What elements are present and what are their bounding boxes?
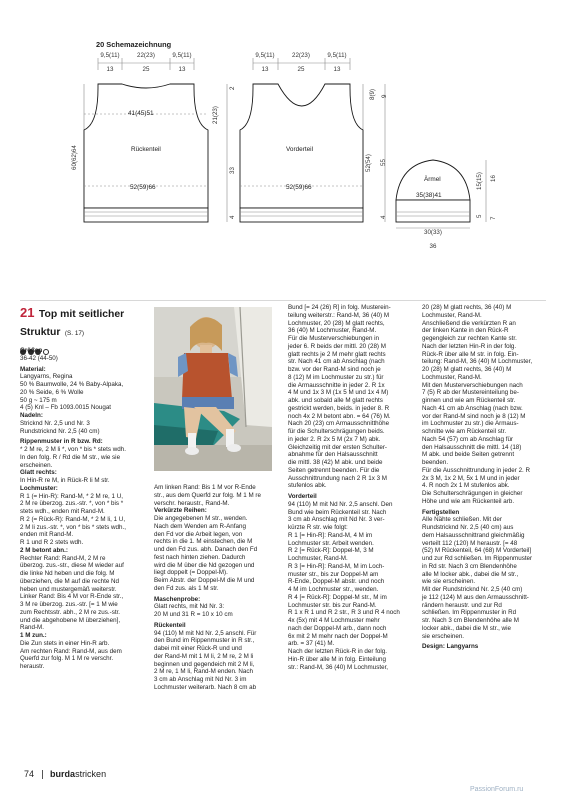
text-line: abk. und sobald alle M glatt rechts [288,397,383,404]
sleeve-right-dim-2: 16 [490,175,497,182]
text-line: Rück-R über alle M str. in folg. Ein- [422,350,519,358]
text-line: Rundstricknd Nr. 2,5 (40 cm) aus [422,524,514,531]
back-sub-2: 25 [142,66,150,73]
text-line: 50 % Baumwolle, 24 % Baby-Alpaka, [20,381,124,388]
text-line: gestrickt werden, beids. in jeder 8. R [288,404,390,412]
text-line: 4 (5) Knl – Fb 1093.0015 Nougat [20,404,112,412]
text-line: Querfd zur folg. M 1 M re verschr. [20,655,114,663]
text-line: Bund [= 24 (26) R] in folg. Musterein- [288,304,391,311]
text-line: Höhe und wie am Rückenteil arb. [422,497,515,505]
text-line: vor der Rand-M sind noch je 8 (12) M [422,412,526,420]
subheading: Verkürzte Reihen: [154,507,207,515]
text-line: der linken Kante in den Rück-R [422,327,509,335]
section-heading: Vorderteil [288,493,317,500]
text-line: die mittl. 38 (42) M abk. und beide [288,459,383,466]
text-line: R 4 [= Rück-R]: Doppel-M str., M im [288,593,387,601]
sleeve-cuff-dim: 30(33) [424,229,442,236]
sleeve-right-dim-3: 5 [476,214,483,218]
text-line: glatt rechts je 2 M mehr glatt rechts [288,350,386,358]
text-line: 4x (5x) mit 4 M Lochmuster mehr [288,617,380,624]
back-sub-1: 13 [106,66,114,73]
text-line: Lochmuster, 20 (28) M glatt rechts, [288,319,385,327]
text-line: den Bund im Rippenmuster in R str., [154,637,255,645]
text-line: Hin-R über alle M in folg. Einteilung [288,655,386,663]
brand-rest: stricken [75,769,107,779]
text-line: Linker Rand: Bis 4 M vor R-Ende str., [20,593,124,601]
text-line: für die Schulterschrägungen beids. [288,428,385,435]
text-line: 50 g ~ 175 m [20,396,57,404]
text-line: muster str., bis zur Doppel-M am [288,570,379,578]
front-sub-3: 13 [333,66,341,73]
text-line: Die Schulterschrägungen in gleicher [422,490,523,497]
back-dim-3: 9,5(11) [172,52,192,59]
section-heading: Design: Langyarns [422,643,479,651]
text-line: in Rd str. Nach 3 cm Blendenhöhe [422,562,517,570]
text-line: jeder 6. R beids der mittl. 20 (28) M [288,342,386,350]
text-line: teilung weiterstr.: Rand-M, 36 (40) M [288,311,390,319]
text-line: und zur Rd schließen. Im Rippenmuster [422,555,533,562]
text-line: stets wdh., enden mit Rand-M. [20,508,105,515]
text-line: Lochmuster str. bis zur Rand-M. [288,601,377,609]
model-photo [154,307,272,471]
text-line: dabei mit einer Rück-R und und [154,645,242,652]
text-line: die Armausschnitte in jeder 2. R 1x [288,381,385,389]
text-line: R 1 [= Hin-R]: Rand-M, 4 M im [288,531,373,539]
text-line: Rand-M. [20,624,44,632]
text-line: bzw. vor der Rand-M sind noch je [288,366,381,373]
text-line: Nach der letzten Hin-R in der folg. [422,342,517,350]
text-line: und den Fd zus. abh. Danach den Fd [154,546,258,553]
text-line: R-Ende, Doppel-M abstr. und noch [288,578,385,586]
sleeve-label: Ärmel [424,176,441,183]
schematic-drawing [0,0,566,300]
text-line: noch 4x 2 M betont abn. = 64 (76) M. [288,412,391,420]
text-line: beenden. [422,459,449,466]
text-line: Nach 41 cm ab Anschlag (nach bzw. [422,404,523,412]
text-line: Gleichzeitig mit der ersten Schulter- [288,443,387,451]
text-line: der Rand-M mit 1 M li, 2 M re, 2 M li [154,652,254,660]
text-line: heraustr. [20,663,45,670]
text-line: R 3 [= Hin-R]: Rand-M, M im Loch- [288,562,385,570]
text-line: Stricknd Nr. 2,5 und Nr. 3 [20,419,90,427]
text-line: schnitte wie am Rückenteil str. [422,428,507,435]
sleeve-right-dim-1: 15(15) [476,172,483,190]
text-line: verschr. heraustr., Rand-M. [154,499,230,507]
section-heading: Größen [20,347,43,354]
text-line: stufenlos abk. [288,482,327,490]
text-line: Anschließend die verkürzten R an [422,319,516,327]
text-line: locker abk., dabei die M str., wie [422,624,511,632]
back-dim-2: 22(23) [137,52,155,59]
front-label: Vorderteil [286,146,313,153]
text-line: R 1 (= Hin-R): Rand-M, * 2 M re, 1 U, [20,492,123,500]
page-footer [24,769,106,779]
text-line: fest nach hinten ziehen. Dadurch [154,553,246,561]
instructions-column-4 [422,304,548,651]
text-line: in jeder 2. R 2x 5 M (2x 7 M) abk. [288,435,381,443]
text-line: 6x mit 2 M mehr nach der Doppel-M [288,632,388,640]
text-line: arb. = 37 (41) M. [288,640,335,648]
text-line: dem Halsausschnittrand gleichmäßig [422,531,525,539]
front-dim-1: 9,5(11) [255,52,275,59]
text-line: Lochmuster, Rand-M. [288,555,348,562]
text-line: kürzte R str. wie folgt: [288,524,348,531]
text-line: teilung: Rand-M, 36 (40) M Lochmuster, [422,358,533,366]
text-line: rechts in die 1. M einstechen, die M [154,538,253,546]
instructions-column-3 [288,304,412,671]
pattern-title-line1: Top mit seitlicher [38,309,125,320]
front-right-dim-3: 55 [380,159,387,166]
text-line: 3 cm ab Anschlag mit Nd Nr. 3 im [154,676,247,683]
text-line: 20 (28) M glatt rechts, 36 (40) M [422,304,512,311]
text-line: erscheinen. [20,461,53,469]
text-line: Mit den Musterverschiebungen nach [422,381,523,389]
back-hem-dim: 52(59)66 [130,184,156,191]
text-line: Die angegebenen M str., wenden. [154,515,248,522]
front-sub-1: 13 [261,66,269,73]
subheading: Nadeln: [20,412,43,419]
text-line: Nach 20 (23) cm Armausschnitthöhe [288,420,390,428]
text-line: gegengleich zur rechten Kante str. [422,335,517,342]
text-line: beginnen und gegendeich mit 2 M li, [154,660,255,668]
text-line: 4. R noch 2x 1 M stufenlos abk. [422,482,510,490]
back-neck-dim: 41(45)51 [128,110,154,117]
text-line: 2 M re überzog. zus.-str. *, von * bis * [20,500,124,508]
text-line: Lochmuster, Rand-M. [422,373,482,381]
front-sub-2: 25 [297,66,305,73]
text-line: heben und mustergemäß weiterstr. [20,585,117,593]
back-sub-3: 13 [178,66,186,73]
text-line: Am rechten Rand: Rand-M, aus dem [20,647,122,655]
text-line: Rechter Rand: Rand-M, 2 M re [20,554,106,562]
text-line: Ausschnittrundung nach 2 R 1x 3 M [288,474,388,482]
back-right-dim-4: 4 [229,215,236,219]
section-heading: Rückenteil [154,621,186,629]
text-line: 94 (110) M mit Nd Nr. 2,5 anschl. Für [154,629,257,637]
front-dim-3: 9,5(11) [327,52,347,59]
text-line: schließen. Im Rippenmuster in Rd [422,609,517,617]
back-dim-1: 9,5(11) [100,52,120,59]
text-line: Beim Abstr. der Doppel-M die M und [154,577,255,584]
text-line: 20 M und 31 R = 10 x 10 cm [154,611,233,618]
text-line: 4 M und 1x 3 M (1x 5 M und 1x 4 M) [288,389,389,397]
subheading: Lochmuster: [20,484,58,492]
sleeve-right-dim-4: 7 [490,216,497,220]
section-divider [20,300,546,301]
text-line: Für die Ausschnittrundung in jeder 2. R [422,466,531,474]
text-line: 2x 3 M, 1x 2 M, 5x 1 M und in jeder [422,474,520,482]
text-line: je 112 (124) M aus den Armausschnitt- [422,593,529,601]
text-line: den Fd vor die Arbeit legen, von [154,530,243,538]
text-line: Bund wie beim Rückenteil str. Nach [288,508,387,516]
schematic-title: 20 Schemazeichnung [96,40,172,49]
subheading: 1 M zun.: [20,632,47,639]
text-line: wie sie erscheinen. [422,578,476,586]
text-line: die linke Nd heben und die folg. M [20,570,115,577]
text-line: In den folg. R / Rd die M str., wie sie [20,453,121,461]
back-right-dim-3: 33 [229,167,236,174]
text-line: 2 M li zus.-str. *, von * bis * stets wdh., [20,523,126,531]
front-hem-dim: 52(59)66 [286,184,312,191]
text-line: 20 % Seide, 6 % Wolle [20,388,84,396]
section-heading: Rippenmuster in R bzw. Rd: [20,438,103,446]
text-line: 3 cm ab Anschlag mit Nd Nr. 3 ver- [288,516,385,524]
text-line: Glatt rechts, mit Nd Nr. 3: [154,603,225,611]
text-line: str. Nach 3 cm Blendenhöhe alle M [422,617,519,624]
text-line: enden mit Rand-M. [20,531,74,539]
pattern-number: 21 [20,305,35,320]
text-line: Mit der Rundstricknd Nr. 2,5 (40 cm) [422,586,523,593]
text-line: 20 (28) M glatt rechts, 36 (40) M [422,366,512,373]
instructions-column-1 [20,344,150,671]
text-line: Seiten getrennt beenden. Für die [288,466,380,474]
text-line: 4 M im Lochmuster str., wenden. [288,586,379,593]
text-line: * 2 M re, 2 M li *, von * bis * stets wdh. [20,446,126,453]
section-heading: Maschenprobe: [154,595,201,603]
text-line: Die Zun stets in einer Hin-R arb. [20,639,110,647]
text-line: (52) M Rückenteil, 64 (68) M Vorderteil] [422,547,532,555]
footer-divider [42,770,43,779]
back-label: Rückenteil [131,146,161,153]
sleeve-width-dim: 35(38)41 [416,192,442,199]
front-length-dim: 52(54) [365,154,372,172]
subheading: Glatt rechts: [20,469,57,477]
section-heading: Fertigstellen [422,508,460,516]
text-line: Nach 54 (57) cm ab Anschlag für [422,435,514,443]
section-heading: Material: [20,365,46,373]
text-line: zum Rechtsstr. abh., 2 M re zus.-str. [20,608,121,616]
front-right-dim-4: 4 [380,215,387,219]
text-line: str., aus dem Querfd zur folg. M 1 M re [154,491,261,499]
text-line: 36 (40) M Lochmuster, Rand-M. [288,327,377,335]
text-line: str.: Rand-M, 36 (40) M Lochmuster, [288,663,389,671]
front-dim-2: 22(23) [292,52,310,59]
text-line: R 2 (= Rück-R): Rand-M, * 2 M li, 1 U, [20,515,126,523]
text-line: verteilt 112 (120) M heraustr. [= 48 [422,539,518,547]
text-line: Lochmuster str. Arbeit wenden. [288,539,374,547]
text-line: abnahme für den Halsausschnitt [288,451,378,459]
text-line: Rundstricknd Nr. 2,5 (40 cm) [20,427,100,435]
text-line: überzog. zus.-str., diese M wieder auf [20,562,124,570]
text-line: 36-42 (44-50) [20,354,58,362]
text-line: Alle Nähte schließen. Mit der [422,516,502,524]
text-line: M abk. und beide Seiten getrennt [422,451,515,459]
front-right-dim-1: 8(9) [369,88,376,100]
text-line: Für die Musterverschiebungen in [288,335,380,342]
text-line: R 1 x R 1 und R 2 str., R 3 und R 4 noch [288,609,400,617]
subheading: 2 M betont abn.: [20,546,68,554]
back-length-dim: 60(62)64 [71,145,78,170]
text-line: und die abgehobene M überziehen], [20,616,121,624]
page-number: 74 [24,769,35,779]
text-line: rändern heraustr. und zur Rd [422,601,502,609]
text-line: überziehen, die M auf die rechte Nd [20,577,120,585]
text-line: Nach dem Wenden am R-Anfang [154,522,246,530]
instructions-column-2 [154,484,274,692]
pattern-page-ref: (S. 17) [64,330,85,337]
text-line: nach der Doppel-M arb., dann noch [288,624,387,632]
back-right-dim-2: 21(23) [212,106,219,124]
text-line: den Halsausschnitt die mittl. 14 (18) [422,443,522,451]
brand-bold: burda [50,769,76,779]
text-line: alle M locker abk., dabei die M str., [422,570,519,578]
text-line: Lochmuster, Rand-M. [422,311,482,319]
text-line: ginnen und wie am Rückenteil str. [422,397,516,404]
watermark: PassionForum.ru [470,786,524,793]
text-line: 8 (12) M im Lochmuster zu str.) für [288,373,384,381]
text-line: 94 (110) M mit Nd Nr. 2,5 anschl. Den [288,500,393,508]
pattern-title-line2: Struktur [20,327,61,338]
text-line: den Fd zus. als 1 M str. [154,584,219,592]
text-line: wird die M über die Nd gezogen und [154,561,255,569]
text-line: Langyarns, Regina [20,373,73,381]
text-line: im Lochmuster zu str.) die Armaus- [422,420,519,428]
text-line: liegt doppelt (= Doppel-M). [154,569,228,577]
text-line: R 1 und R 2 stets wdh. [20,539,84,546]
sleeve-cuff-sub: 36 [429,243,437,250]
text-line: sie erscheinen. [422,632,465,640]
text-line: Lochmuster weiterarb. Nach 8 cm ab [154,683,257,691]
text-line: 7 (5) R ab der Mustereinteilung be- [422,389,519,397]
text-line: 2 M re, 1 M li, Rand-M enden. Nach [154,668,253,676]
front-right-dim-2: 9 [381,94,388,98]
text-line: str. Nach 41 cm ab Anschlag (nach [288,358,385,366]
text-line: In Hin-R re M, in Rück-R li M str. [20,477,110,484]
text-line: Nach der letzten Rück-R in der folg. [288,648,388,655]
text-line: Am linken Rand: Bis 1 M vor R-Ende [154,484,256,491]
text-line: 3 M re überzog. zus.-str. [= 1 M wie [20,601,118,608]
text-line: R 2 [= Rück-R]: Doppel-M, 3 M [288,547,374,555]
back-right-dim-1: 2 [229,86,236,90]
